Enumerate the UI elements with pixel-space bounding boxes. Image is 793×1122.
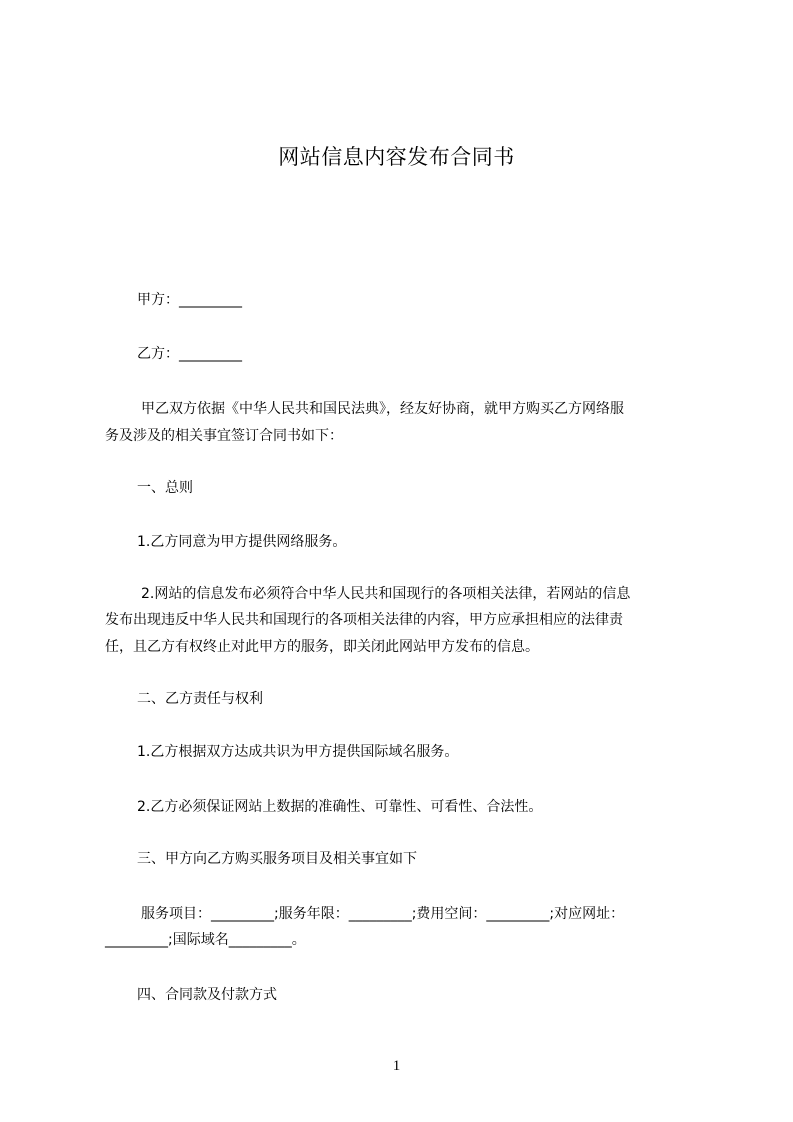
section-2-item-2: 2.乙方必须保证网站上数据的准确性、可靠性、可看性、合法性。	[137, 799, 543, 815]
party-b-line: 乙方：_________	[137, 346, 242, 362]
section-1-item-1: 1.乙方同意为甲方提供网络服务。	[137, 534, 347, 550]
section-1-heading: 一、总则	[137, 480, 193, 496]
preamble-line-2: 务及涉及的相关事宜签订合同书如下：	[105, 428, 343, 444]
party-a-line: 甲方：_________	[137, 292, 242, 308]
document-title: 网站信息内容发布合同书	[278, 145, 515, 169]
preamble-line-1: 甲乙双方依据《中华人民共和国民法典》，经友好协商，就甲方购买乙方网络服	[141, 401, 624, 417]
section-1-item-2-line-3: 任，且乙方有权终止对此甲方的服务，即关闭此网站甲方发布的信息。	[105, 639, 539, 655]
section-1-item-2-line-1: 2.网站的信息发布必须符合中华人民共和国现行的各项相关法律，若网站的信息	[141, 586, 631, 602]
section-4-heading: 四、合同款及付款方式	[137, 987, 277, 1003]
section-1-item-2-line-2: 发布出现违反中华人民共和国现行的各项相关法律的内容，甲方应承担相应的法律责	[105, 612, 623, 628]
section-2-item-1: 1.乙方根据双方达成共识为甲方提供国际域名服务。	[137, 744, 459, 760]
section-2-heading: 二、乙方责任与权利	[137, 691, 263, 707]
section-3-details-line-1: 服务项目：_________;服务年限：_________;费用空间：_________;对应网址：	[141, 906, 625, 922]
section-3-heading: 三、甲方向乙方购买服务项目及相关事宜如下	[137, 851, 417, 867]
section-3-details-line-2: _________;国际域名_________。	[105, 932, 306, 948]
page-number: 1	[392, 1058, 401, 1074]
